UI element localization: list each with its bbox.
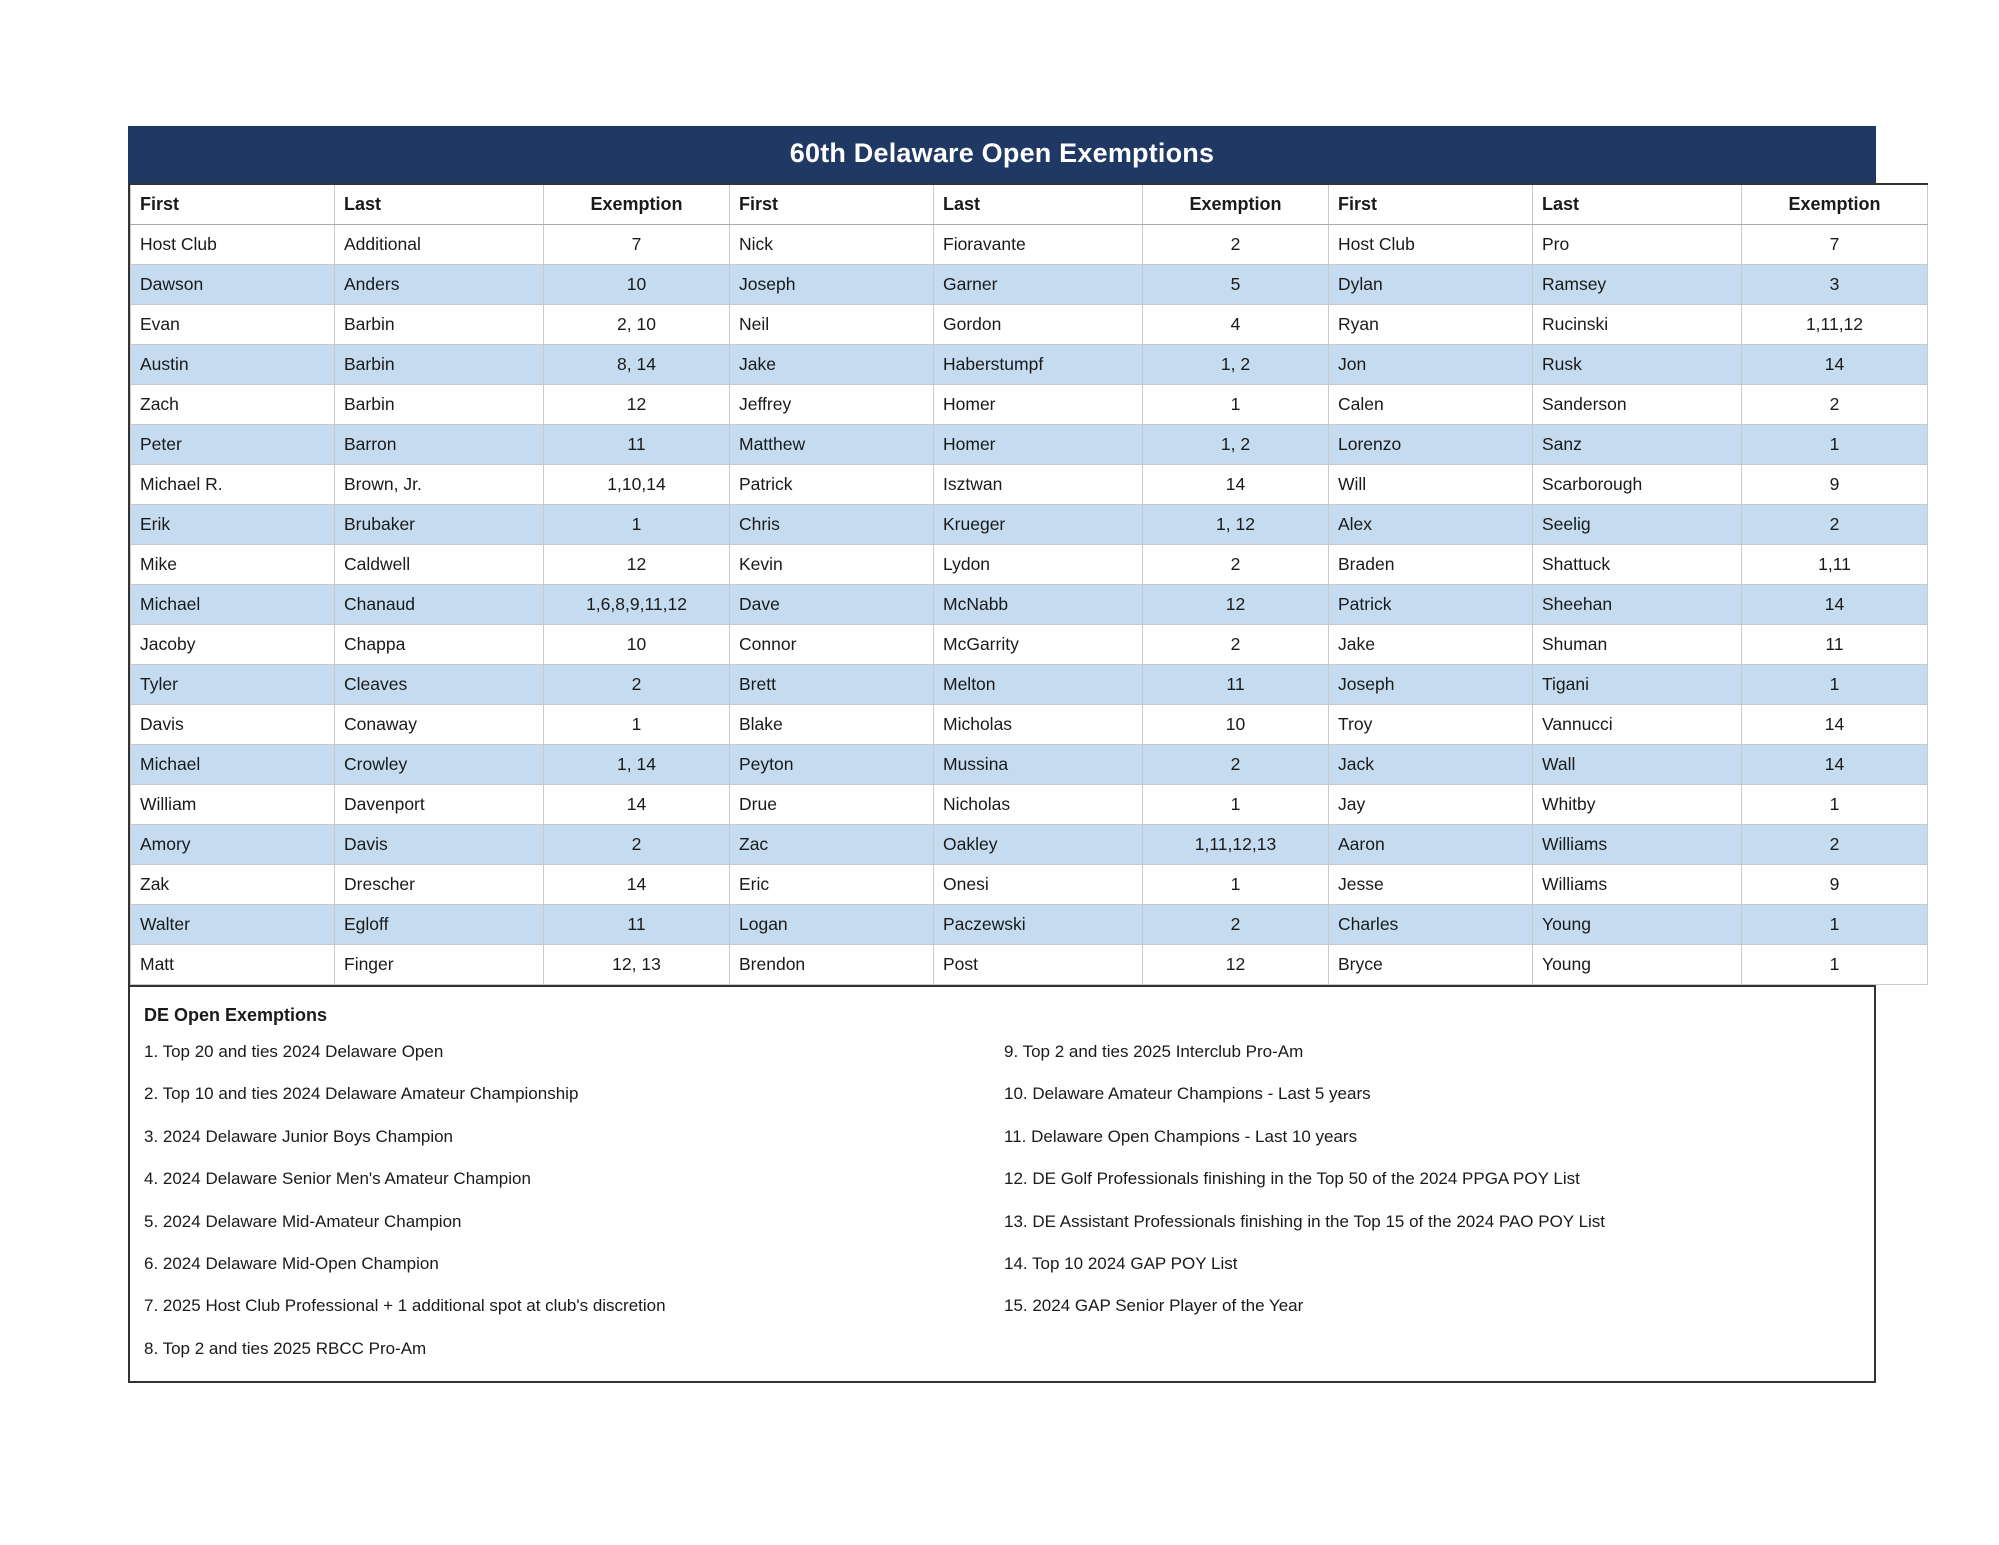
cell-last: Ramsey (1533, 265, 1742, 305)
cell-last: Pro (1533, 225, 1742, 265)
cell-first: Brett (730, 665, 934, 705)
cell-exemption: 11 (544, 905, 730, 945)
legend-item: 5. 2024 Delaware Mid-Amateur Champion (144, 1211, 462, 1231)
cell-first: Charles (1329, 905, 1533, 945)
cell-last: Vannucci (1533, 705, 1742, 745)
table-row (131, 945, 1928, 985)
cell-first: Alex (1329, 505, 1533, 545)
cell-exemption: 3 (1742, 265, 1928, 305)
cell-last: Anders (335, 265, 544, 305)
cell-first: Mike (131, 545, 335, 585)
cell-last: Williams (1533, 825, 1742, 865)
cell-first: Kevin (730, 545, 934, 585)
cell-exemption: 2 (1742, 505, 1928, 545)
column-header-exemption-3: Exemption (1742, 184, 1928, 225)
cell-last: Davenport (335, 785, 544, 825)
cell-exemption: 1 (1742, 905, 1928, 945)
cell-exemption: 2 (1143, 225, 1329, 265)
cell-last: Williams (1533, 865, 1742, 905)
cell-first: Ryan (1329, 305, 1533, 345)
cell-first: Connor (730, 625, 934, 665)
cell-first: Logan (730, 905, 934, 945)
cell-last: Tigani (1533, 665, 1742, 705)
cell-exemption: 1, 2 (1143, 345, 1329, 385)
cell-first: Patrick (730, 465, 934, 505)
cell-exemption: 2 (1143, 745, 1329, 785)
cell-first: Jon (1329, 345, 1533, 385)
column-header-first-2: First (730, 184, 934, 225)
exemptions-sheet (128, 126, 1881, 1383)
legend-item: 12. DE Golf Professionals finishing in the Top 50 of the 2024 PPGA POY List (1004, 1169, 1580, 1189)
cell-first: Dylan (1329, 265, 1533, 305)
cell-first: Matthew (730, 425, 934, 465)
cell-first: Will (1329, 465, 1533, 505)
legend-item: 11. Delaware Open Champions - Last 10 years (1004, 1126, 1358, 1146)
cell-first: Calen (1329, 385, 1533, 425)
cell-exemption: 1 (1143, 865, 1329, 905)
table-body (131, 225, 1928, 985)
cell-first: Michael (131, 585, 335, 625)
cell-exemption: 14 (544, 865, 730, 905)
cell-exemption: 2 (1742, 825, 1928, 865)
cell-last: Brubaker (335, 505, 544, 545)
legend-item: 9. Top 2 and ties 2025 Interclub Pro-Am (1004, 1042, 1304, 1061)
cell-exemption: 2 (544, 825, 730, 865)
cell-last: Oakley (934, 825, 1143, 865)
table-row (131, 305, 1928, 345)
column-header-last-3: Last (1533, 184, 1742, 225)
cell-last: Melton (934, 665, 1143, 705)
cell-last: Brown, Jr. (335, 465, 544, 505)
column-header-last-2: Last (934, 184, 1143, 225)
cell-last: Haberstumpf (934, 345, 1143, 385)
cell-last: Additional (335, 225, 544, 265)
cell-last: Barbin (335, 305, 544, 345)
cell-last: Wall (1533, 745, 1742, 785)
legend-item: 15. 2024 GAP Senior Player of the Year (1004, 1296, 1304, 1316)
cell-first: Michael (131, 745, 335, 785)
cell-exemption: 12 (1143, 585, 1329, 625)
cell-first: Braden (1329, 545, 1533, 585)
cell-last: Barron (335, 425, 544, 465)
cell-exemption: 7 (544, 225, 730, 265)
cell-first: Zak (131, 865, 335, 905)
cell-first: Jack (1329, 745, 1533, 785)
cell-last: Drescher (335, 865, 544, 905)
cell-last: Davis (335, 825, 544, 865)
cell-exemption: 1 (1143, 385, 1329, 425)
cell-exemption: 8, 14 (544, 345, 730, 385)
cell-last: Shuman (1533, 625, 1742, 665)
cell-first: Tyler (131, 665, 335, 705)
legend-item: 6. 2024 Delaware Mid-Open Champion (144, 1253, 439, 1273)
table-row (131, 265, 1928, 305)
cell-last: Gordon (934, 305, 1143, 345)
cell-exemption: 10 (1143, 705, 1329, 745)
cell-exemption: 1,10,14 (544, 465, 730, 505)
cell-exemption: 10 (544, 625, 730, 665)
cell-first: Bryce (1329, 945, 1533, 985)
cell-first: Host Club (1329, 225, 1533, 265)
column-header-first-3: First (1329, 184, 1533, 225)
cell-first: Jacoby (131, 625, 335, 665)
cell-last: Scarborough (1533, 465, 1742, 505)
cell-last: Garner (934, 265, 1143, 305)
cell-exemption: 14 (1742, 345, 1928, 385)
cell-first: Evan (131, 305, 335, 345)
legend-item: 14. Top 10 2024 GAP POY List (1004, 1253, 1238, 1273)
exemptions-table-wrapper (128, 183, 1881, 987)
cell-exemption: 1 (544, 705, 730, 745)
cell-exemption: 12 (544, 545, 730, 585)
cell-last: McNabb (934, 585, 1143, 625)
exemptions-table (130, 183, 1928, 985)
table-row (131, 905, 1928, 945)
cell-exemption: 1,11,12 (1742, 305, 1928, 345)
table-row (131, 625, 1928, 665)
cell-first: Jeffrey (730, 385, 934, 425)
cell-last: Rusk (1533, 345, 1742, 385)
cell-exemption: 1 (1742, 785, 1928, 825)
table-row (131, 825, 1928, 865)
table-row (131, 385, 1928, 425)
legend-item: 13. DE Assistant Professionals finishing in the Top 15 of the 2024 PAO POY List (1004, 1211, 1606, 1231)
cell-exemption: 2 (1143, 545, 1329, 585)
cell-exemption: 14 (1742, 745, 1928, 785)
cell-first: Zach (131, 385, 335, 425)
cell-exemption: 1, 12 (1143, 505, 1329, 545)
cell-exemption: 14 (544, 785, 730, 825)
table-row (131, 665, 1928, 705)
cell-first: Erik (131, 505, 335, 545)
legend-column-right (1002, 1042, 1862, 1363)
cell-last: Shattuck (1533, 545, 1742, 585)
cell-exemption: 1,6,8,9,11,12 (544, 585, 730, 625)
cell-last: Fioravante (934, 225, 1143, 265)
cell-first: Peter (131, 425, 335, 465)
cell-first: Jake (1329, 625, 1533, 665)
cell-first: Matt (131, 945, 335, 985)
cell-first: Jake (730, 345, 934, 385)
page-title: 60th Delaware Open Exemptions (128, 126, 1876, 183)
table-row (131, 345, 1928, 385)
cell-exemption: 2 (544, 665, 730, 705)
cell-first: Patrick (1329, 585, 1533, 625)
cell-last: Homer (934, 385, 1143, 425)
table-header-row (131, 184, 1928, 225)
table-row (131, 425, 1928, 465)
cell-exemption: 14 (1143, 465, 1329, 505)
cell-first: Host Club (131, 225, 335, 265)
cell-exemption: 11 (1143, 665, 1329, 705)
cell-first: Troy (1329, 705, 1533, 745)
cell-last: Cleaves (335, 665, 544, 705)
cell-exemption: 11 (1742, 625, 1928, 665)
column-header-exemption-1: Exemption (544, 184, 730, 225)
cell-exemption: 2 (1143, 905, 1329, 945)
cell-exemption: 2 (1143, 625, 1329, 665)
legend-item: 2. Top 10 and ties 2024 Delaware Amateur Championship (144, 1084, 579, 1104)
cell-last: Mussina (934, 745, 1143, 785)
table-row (131, 465, 1928, 505)
table-row (131, 585, 1928, 625)
legend-column-left (142, 1042, 1002, 1363)
cell-last: Finger (335, 945, 544, 985)
cell-first: Michael R. (131, 465, 335, 505)
cell-last: Post (934, 945, 1143, 985)
cell-exemption: 14 (1742, 705, 1928, 745)
column-header-exemption-2: Exemption (1143, 184, 1329, 225)
cell-last: Lydon (934, 545, 1143, 585)
cell-last: McGarrity (934, 625, 1143, 665)
table-row (131, 705, 1928, 745)
legend-panel (128, 987, 1876, 1383)
cell-last: Whitby (1533, 785, 1742, 825)
cell-exemption: 10 (544, 265, 730, 305)
cell-first: Dawson (131, 265, 335, 305)
legend-item: 10. Delaware Amateur Champions - Last 5 years (1004, 1084, 1371, 1104)
cell-exemption: 1 (1742, 425, 1928, 465)
cell-first: Amory (131, 825, 335, 865)
cell-exemption: 14 (1742, 585, 1928, 625)
cell-exemption: 1 (544, 505, 730, 545)
cell-last: Micholas (934, 705, 1143, 745)
cell-first: Dave (730, 585, 934, 625)
table-row (131, 745, 1928, 785)
cell-exemption: 1,11,12,13 (1143, 825, 1329, 865)
legend-item: 1. Top 20 and ties 2024 Delaware Open (144, 1042, 444, 1061)
cell-last: Barbin (335, 385, 544, 425)
cell-exemption: 12, 13 (544, 945, 730, 985)
cell-last: Paczewski (934, 905, 1143, 945)
cell-last: Nicholas (934, 785, 1143, 825)
cell-exemption: 11 (544, 425, 730, 465)
table-row (131, 225, 1928, 265)
cell-last: Chappa (335, 625, 544, 665)
cell-first: Walter (131, 905, 335, 945)
cell-exemption: 1 (1742, 665, 1928, 705)
cell-first: Austin (131, 345, 335, 385)
table-row (131, 505, 1928, 545)
cell-exemption: 12 (544, 385, 730, 425)
cell-exemption: 1 (1143, 785, 1329, 825)
legend-item: 7. 2025 Host Club Professional + 1 additional spot at club's discretion (144, 1296, 666, 1316)
cell-first: Jay (1329, 785, 1533, 825)
cell-exemption: 9 (1742, 865, 1928, 905)
cell-exemption: 4 (1143, 305, 1329, 345)
cell-exemption: 9 (1742, 465, 1928, 505)
table-row (131, 785, 1928, 825)
cell-first: Jesse (1329, 865, 1533, 905)
cell-exemption: 1,11 (1742, 545, 1928, 585)
cell-last: Caldwell (335, 545, 544, 585)
cell-first: Joseph (730, 265, 934, 305)
cell-exemption: 1, 14 (544, 745, 730, 785)
legend-title: DE Open Exemptions (144, 1005, 328, 1025)
cell-last: Isztwan (934, 465, 1143, 505)
cell-last: Chanaud (335, 585, 544, 625)
cell-exemption: 1, 2 (1143, 425, 1329, 465)
cell-last: Young (1533, 905, 1742, 945)
cell-last: Sanderson (1533, 385, 1742, 425)
cell-exemption: 2 (1742, 385, 1928, 425)
cell-last: Sheehan (1533, 585, 1742, 625)
cell-first: Davis (131, 705, 335, 745)
cell-last: Young (1533, 945, 1742, 985)
cell-last: Rucinski (1533, 305, 1742, 345)
cell-first: Peyton (730, 745, 934, 785)
legend-item: 4. 2024 Delaware Senior Men's Amateur Champion (144, 1169, 531, 1189)
legend-item: 3. 2024 Delaware Junior Boys Champion (144, 1126, 454, 1146)
cell-last: Krueger (934, 505, 1143, 545)
cell-first: Neil (730, 305, 934, 345)
cell-last: Sanz (1533, 425, 1742, 465)
cell-exemption: 5 (1143, 265, 1329, 305)
cell-last: Onesi (934, 865, 1143, 905)
cell-first: Blake (730, 705, 934, 745)
cell-last: Seelig (1533, 505, 1742, 545)
cell-last: Barbin (335, 345, 544, 385)
cell-first: Brendon (730, 945, 934, 985)
cell-exemption: 7 (1742, 225, 1928, 265)
cell-first: Eric (730, 865, 934, 905)
column-header-first-1: First (131, 184, 335, 225)
cell-last: Crowley (335, 745, 544, 785)
cell-first: Nick (730, 225, 934, 265)
cell-first: William (131, 785, 335, 825)
table-row (131, 865, 1928, 905)
cell-last: Conaway (335, 705, 544, 745)
legend-item: 8. Top 2 and ties 2025 RBCC Pro-Am (144, 1338, 427, 1358)
cell-first: Drue (730, 785, 934, 825)
cell-last: Egloff (335, 905, 544, 945)
column-header-last-1: Last (335, 184, 544, 225)
cell-first: Lorenzo (1329, 425, 1533, 465)
cell-first: Zac (730, 825, 934, 865)
cell-exemption: 2, 10 (544, 305, 730, 345)
table-row (131, 545, 1928, 585)
cell-first: Aaron (1329, 825, 1533, 865)
cell-first: Joseph (1329, 665, 1533, 705)
cell-exemption: 12 (1143, 945, 1329, 985)
cell-last: Homer (934, 425, 1143, 465)
cell-exemption: 1 (1742, 945, 1928, 985)
cell-first: Chris (730, 505, 934, 545)
